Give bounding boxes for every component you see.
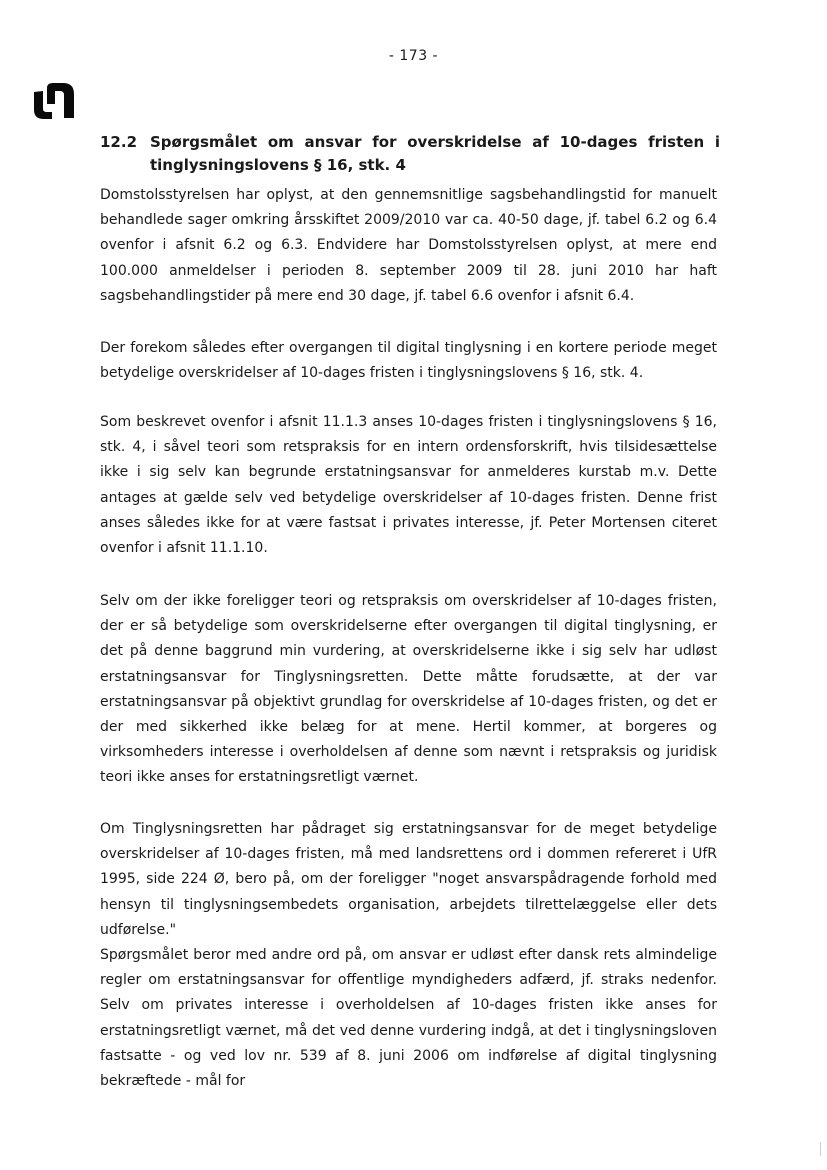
paragraph: Som beskrevet ovenfor i afsnit 11.1.3 anses 10-dages fristen i tinglysningslovens § 16, stk. 4, i såvel teori som retspraksis for en intern ordensforskrift, hvis tilsidesættelse ikke i sig selv kan begrunde erstatningsansvar for anmelderes kurstab m.v. Dette antages at gælde selv ved betydelige overskridelser af 10-dages fristen. Denne frist anses således ikke for at være fastsat i privates interesse, jf. Peter Mortensen citeret ovenfor i afsnit 11.1.10. (100, 414, 717, 557)
scan-edge-mark (820, 1142, 821, 1156)
page-number: - 173 - (388, 48, 439, 64)
section-title: Spørgsmålet om ansvar for overskridelse af 10-dages fristen i tinglysningslovens § 16, stk. 4 (150, 133, 720, 174)
paragraph: Der forekom således efter overgangen til digital tinglysning i en kortere periode meget betydelige overskridelser af 10-dages fristen i tinglysningslovens § 16, stk. 4. (100, 340, 717, 382)
paragraph: Domstolsstyrelsen har oplyst, at den gennemsnitlige sagsbehandlingstid for manuelt behandlede sager omkring årsskiftet 2009/2010 var ca. 40-50 dage, jf. tabel 6.2 og 6.4 ovenfor i afsnit 6.2 og 6.3. Endvidere har Domstolsstyrelsen oplyst, at mere end 100.000 anmeldelser i perioden 8. september 2009 til 28. juni 2010 har haft sagsbehandlingstider på mere end 30 dage, jf. tabel 6.6 ovenfor i afsnit 6.4. (100, 187, 717, 304)
paragraph: Spørgsmålet beror med andre ord på, om ansvar er udløst efter dansk rets almindelige regler om erstatningsansvar for offentlige myndigheders adfærd, jf. straks nedenfor. Selv om privates interesse i overholdelsen af 10-dages fristen ikke anses for erstatningsretligt værnet, må det ved denne vurdering indgå, at det i tinglysningsloven fastsatte - og ved lov nr. 539 af 8. juni 2006 om indførelse af digital tinglysning bekræftede - mål for (100, 947, 717, 1090)
section-heading (100, 131, 720, 177)
paragraph: Om Tinglysningsretten har pådraget sig erstatningsansvar for de meget betydelige overskridelser af 10-dages fristen, må med landsrettens ord i dommen refereret i UfR 1995, side 224 Ø, bero på, om der foreligger "noget ansvarspådragende forhold med hensyn til tinglysningsembedets organisation, arbejdets tilrettelæggelse eller dets udførelse." (100, 821, 717, 938)
paragraph: Selv om der ikke foreligger teori og retspraksis om overskridelser af 10-dages fristen, der er så betydelige som overskridelserne efter overgangen til digital tinglysning, er det på denne baggrund min vurdering, at overskridelserne ikke i sig selv har udløst erstatningsansvar for Tinglysningsretten. Dette måtte forudsætte, at der var erstatningsansvar på objektivt grundlag for overskridelse af 10-dages fristen, og det er der med sikkerhed ikke belæg for at mene. Hertil kommer, at borgeres og virksomheders interesse i overholdelsen af denne som nævnt i retspraksis og juridisk teori ikke anses for erstatningsretligt værnet. (100, 593, 717, 786)
organization-logo-icon (33, 82, 75, 120)
section-number: 12.2 (100, 133, 138, 151)
